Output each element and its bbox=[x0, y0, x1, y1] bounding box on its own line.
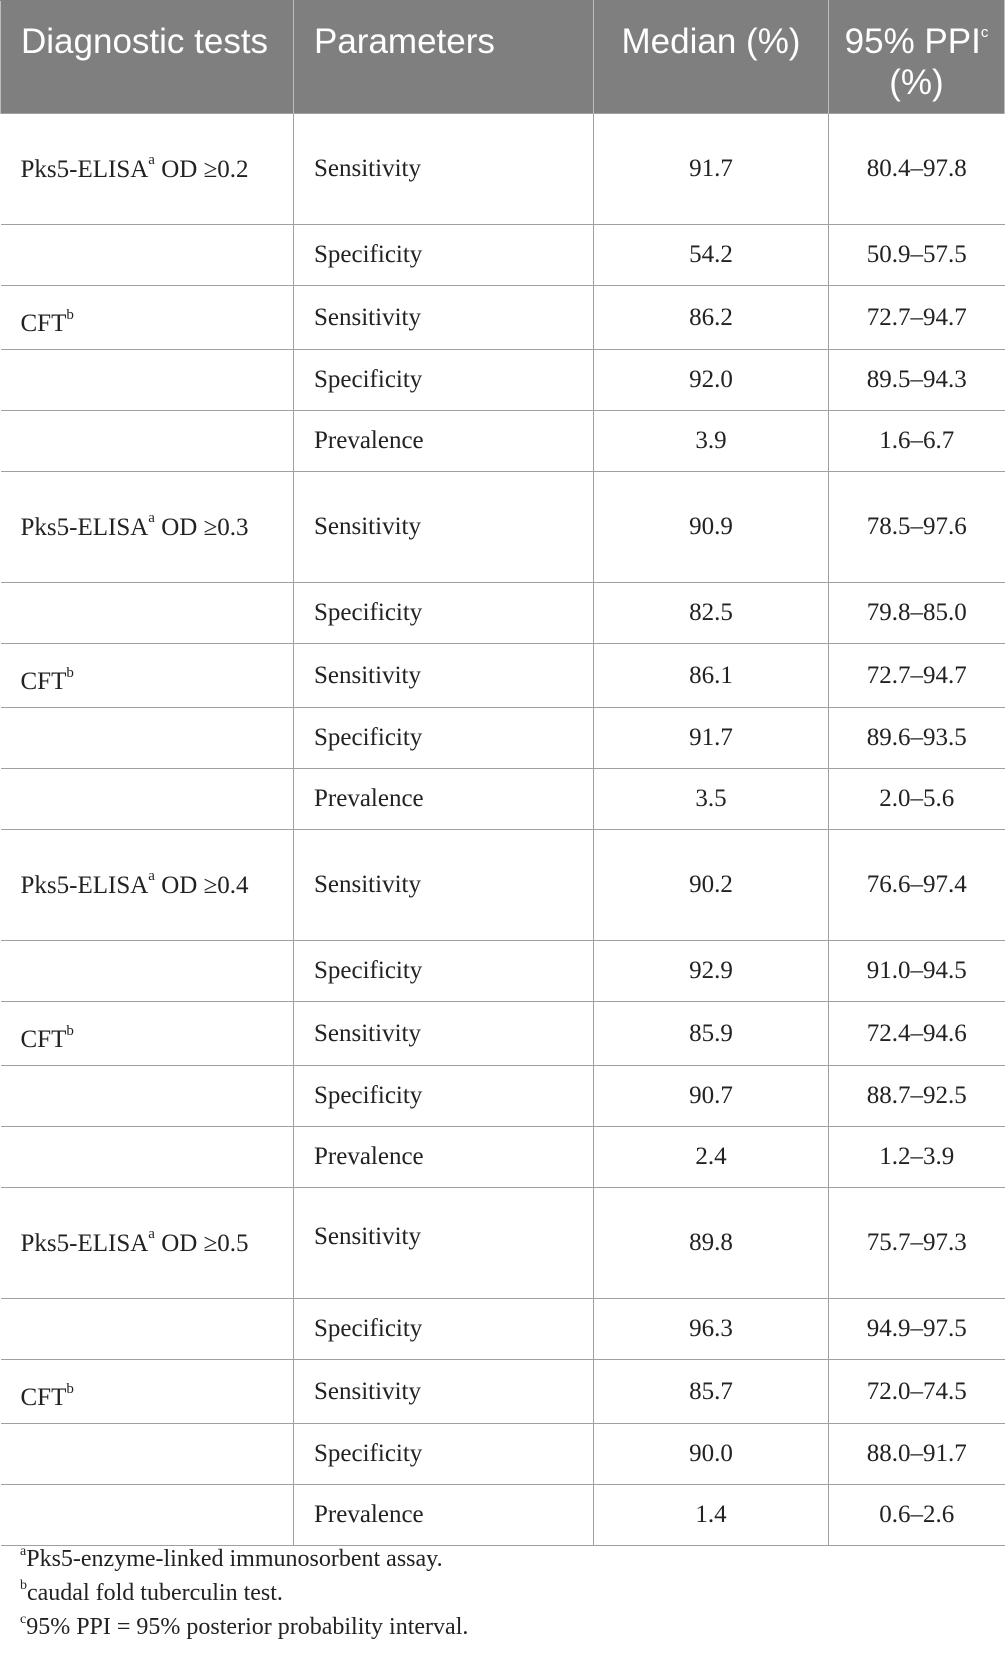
header-median: Median (%) bbox=[594, 1, 829, 114]
cell-diagnostic-test bbox=[1, 1002, 294, 1066]
table-row bbox=[1, 830, 1005, 941]
cell-median: 82.5 bbox=[594, 583, 829, 644]
header-diagnostic-tests: Diagnostic tests bbox=[1, 1, 294, 114]
cell-diagnostic-test bbox=[1, 350, 294, 411]
cell-median: 3.9 bbox=[594, 411, 829, 472]
table-row bbox=[1, 1188, 1005, 1299]
cell-ppi-interval: 91.0–94.5 bbox=[829, 941, 1005, 1002]
cell-parameter: Specificity bbox=[294, 583, 594, 644]
test-name: CFT bbox=[20, 668, 67, 695]
test-name: CFT bbox=[20, 310, 67, 337]
cell-median: 85.7 bbox=[594, 1360, 829, 1424]
cell-diagnostic-test bbox=[1, 1360, 294, 1424]
cell-parameter: Prevalence bbox=[294, 411, 594, 472]
table-row bbox=[1, 1424, 1005, 1485]
cell-parameter: Specificity bbox=[294, 941, 594, 1002]
footnote-text: 95% PPI = 95% posterior probability interval. bbox=[26, 1614, 469, 1640]
cell-parameter: Sensitivity bbox=[294, 286, 594, 350]
cell-median: 86.1 bbox=[594, 644, 829, 708]
cell-median: 1.4 bbox=[594, 1485, 829, 1546]
cell-median: 89.8 bbox=[594, 1188, 829, 1299]
cell-ppi-interval: 78.5–97.6 bbox=[829, 472, 1005, 583]
cell-ppi-interval: 72.7–94.7 bbox=[829, 286, 1005, 350]
header-95-ppi bbox=[829, 1, 1005, 114]
test-name: CFT bbox=[20, 1026, 67, 1053]
cell-parameter: Sensitivity bbox=[294, 644, 594, 708]
cell-ppi-interval: 88.0–91.7 bbox=[829, 1424, 1005, 1485]
cell-parameter: Specificity bbox=[294, 350, 594, 411]
cell-parameter: Specificity bbox=[294, 1066, 594, 1127]
cell-median: 96.3 bbox=[594, 1299, 829, 1360]
cell-ppi-interval: 76.6–97.4 bbox=[829, 830, 1005, 941]
header-footnote-marker: c bbox=[980, 24, 989, 42]
cell-median: 92.0 bbox=[594, 350, 829, 411]
cell-parameter: Specificity bbox=[294, 1424, 594, 1485]
cell-ppi-interval: 89.6–93.5 bbox=[829, 708, 1005, 769]
test-footnote-marker: b bbox=[66, 664, 74, 681]
cell-ppi-interval: 80.4–97.8 bbox=[829, 114, 1005, 225]
cell-parameter: Prevalence bbox=[294, 769, 594, 830]
cell-median: 2.4 bbox=[594, 1127, 829, 1188]
cell-median: 91.7 bbox=[594, 114, 829, 225]
cell-median: 90.9 bbox=[594, 472, 829, 583]
cell-diagnostic-test bbox=[1, 225, 294, 286]
cell-median: 90.7 bbox=[594, 1066, 829, 1127]
cell-ppi-interval: 1.6–6.7 bbox=[829, 411, 1005, 472]
cell-ppi-interval: 1.2–3.9 bbox=[829, 1127, 1005, 1188]
header-parameters: Parameters bbox=[294, 1, 594, 114]
test-name: CFT bbox=[20, 1384, 67, 1411]
cell-diagnostic-test bbox=[1, 941, 294, 1002]
table-footnotes bbox=[20, 1542, 468, 1644]
cell-median: 90.0 bbox=[594, 1424, 829, 1485]
cell-parameter: Sensitivity bbox=[294, 472, 594, 583]
cell-diagnostic-test bbox=[1, 286, 294, 350]
cell-ppi-interval: 89.5–94.3 bbox=[829, 350, 1005, 411]
cell-median: 86.2 bbox=[594, 286, 829, 350]
cell-ppi-interval: 94.9–97.5 bbox=[829, 1299, 1005, 1360]
table-row bbox=[1, 583, 1005, 644]
footnote-marker: b bbox=[20, 1578, 27, 1593]
cell-diagnostic-test bbox=[1, 1127, 294, 1188]
footnote-a bbox=[20, 1542, 468, 1576]
cell-parameter: Specificity bbox=[294, 1299, 594, 1360]
cell-parameter: Sensitivity bbox=[294, 114, 594, 225]
table-body bbox=[1, 114, 1005, 1546]
test-name: Pks5-ELISA bbox=[20, 1229, 149, 1257]
footnote-text: caudal fold tuberculin test. bbox=[27, 1580, 283, 1606]
cell-diagnostic-test bbox=[1, 114, 294, 225]
cell-parameter: Sensitivity bbox=[294, 830, 594, 941]
table-row bbox=[1, 1360, 1005, 1424]
table-row bbox=[1, 708, 1005, 769]
cell-diagnostic-test bbox=[1, 1066, 294, 1127]
cell-parameter: Sensitivity bbox=[294, 1002, 594, 1066]
table-row bbox=[1, 1299, 1005, 1360]
cell-median: 54.2 bbox=[594, 225, 829, 286]
table-row bbox=[1, 114, 1005, 225]
test-footnote-marker: a bbox=[148, 510, 155, 527]
table-row bbox=[1, 644, 1005, 708]
table-row bbox=[1, 225, 1005, 286]
cell-ppi-interval: 72.0–74.5 bbox=[829, 1360, 1005, 1424]
cell-ppi-interval: 0.6–2.6 bbox=[829, 1485, 1005, 1546]
cell-diagnostic-test bbox=[1, 1424, 294, 1485]
cell-ppi-interval: 79.8–85.0 bbox=[829, 583, 1005, 644]
test-threshold: OD ≥0.4 bbox=[154, 871, 249, 899]
table-row bbox=[1, 1002, 1005, 1066]
table-row bbox=[1, 472, 1005, 583]
test-footnote-marker: a bbox=[148, 1226, 155, 1243]
test-name: Pks5-ELISA bbox=[20, 513, 149, 541]
footnote-marker: c bbox=[20, 1612, 27, 1627]
cell-median: 91.7 bbox=[594, 708, 829, 769]
test-footnote-marker: a bbox=[148, 152, 155, 169]
table-row bbox=[1, 1485, 1005, 1546]
table-row bbox=[1, 411, 1005, 472]
test-name: Pks5-ELISA bbox=[20, 155, 149, 183]
test-footnote-marker: b bbox=[66, 306, 74, 323]
cell-ppi-interval: 50.9–57.5 bbox=[829, 225, 1005, 286]
cell-diagnostic-test bbox=[1, 708, 294, 769]
cell-ppi-interval: 88.7–92.5 bbox=[829, 1066, 1005, 1127]
table-row bbox=[1, 769, 1005, 830]
header-95-ppi-unit: (%) bbox=[889, 63, 944, 102]
cell-ppi-interval: 72.7–94.7 bbox=[829, 644, 1005, 708]
cell-parameter: Specificity bbox=[294, 225, 594, 286]
footnote-marker: a bbox=[20, 1544, 27, 1559]
test-name: Pks5-ELISA bbox=[20, 871, 149, 899]
table-row bbox=[1, 286, 1005, 350]
cell-median: 3.5 bbox=[594, 769, 829, 830]
cell-diagnostic-test bbox=[1, 583, 294, 644]
test-footnote-marker: a bbox=[148, 868, 155, 885]
test-threshold: OD ≥0.5 bbox=[154, 1229, 249, 1257]
cell-diagnostic-test bbox=[1, 411, 294, 472]
cell-median: 92.9 bbox=[594, 941, 829, 1002]
cell-diagnostic-test bbox=[1, 830, 294, 941]
table-header-row bbox=[1, 1, 1005, 114]
cell-ppi-interval: 72.4–94.6 bbox=[829, 1002, 1005, 1066]
cell-parameter: Prevalence bbox=[294, 1127, 594, 1188]
footnote-c bbox=[20, 1610, 468, 1644]
test-footnote-marker: b bbox=[66, 1022, 74, 1039]
cell-ppi-interval: 2.0–5.6 bbox=[829, 769, 1005, 830]
cell-median: 90.2 bbox=[594, 830, 829, 941]
cell-median: 85.9 bbox=[594, 1002, 829, 1066]
cell-diagnostic-test bbox=[1, 644, 294, 708]
cell-parameter: Sensitivity bbox=[294, 1188, 594, 1299]
footnote-b bbox=[20, 1576, 468, 1610]
table-row bbox=[1, 1127, 1005, 1188]
cell-diagnostic-test bbox=[1, 1299, 294, 1360]
test-footnote-marker: b bbox=[66, 1380, 74, 1397]
table-row bbox=[1, 1066, 1005, 1127]
table-row bbox=[1, 941, 1005, 1002]
cell-ppi-interval: 75.7–97.3 bbox=[829, 1188, 1005, 1299]
header-95-ppi-label: 95% PPI bbox=[844, 22, 981, 61]
footnote-text: Pks5-enzyme-linked immunosorbent assay. bbox=[26, 1546, 443, 1572]
cell-diagnostic-test bbox=[1, 1485, 294, 1546]
cell-parameter: Prevalence bbox=[294, 1485, 594, 1546]
table-row bbox=[1, 350, 1005, 411]
cell-parameter: Specificity bbox=[294, 708, 594, 769]
cell-diagnostic-test bbox=[1, 769, 294, 830]
cell-parameter: Sensitivity bbox=[294, 1360, 594, 1424]
cell-diagnostic-test bbox=[1, 472, 294, 583]
cell-diagnostic-test bbox=[1, 1188, 294, 1299]
test-threshold: OD ≥0.2 bbox=[154, 155, 249, 183]
test-threshold: OD ≥0.3 bbox=[154, 513, 249, 541]
